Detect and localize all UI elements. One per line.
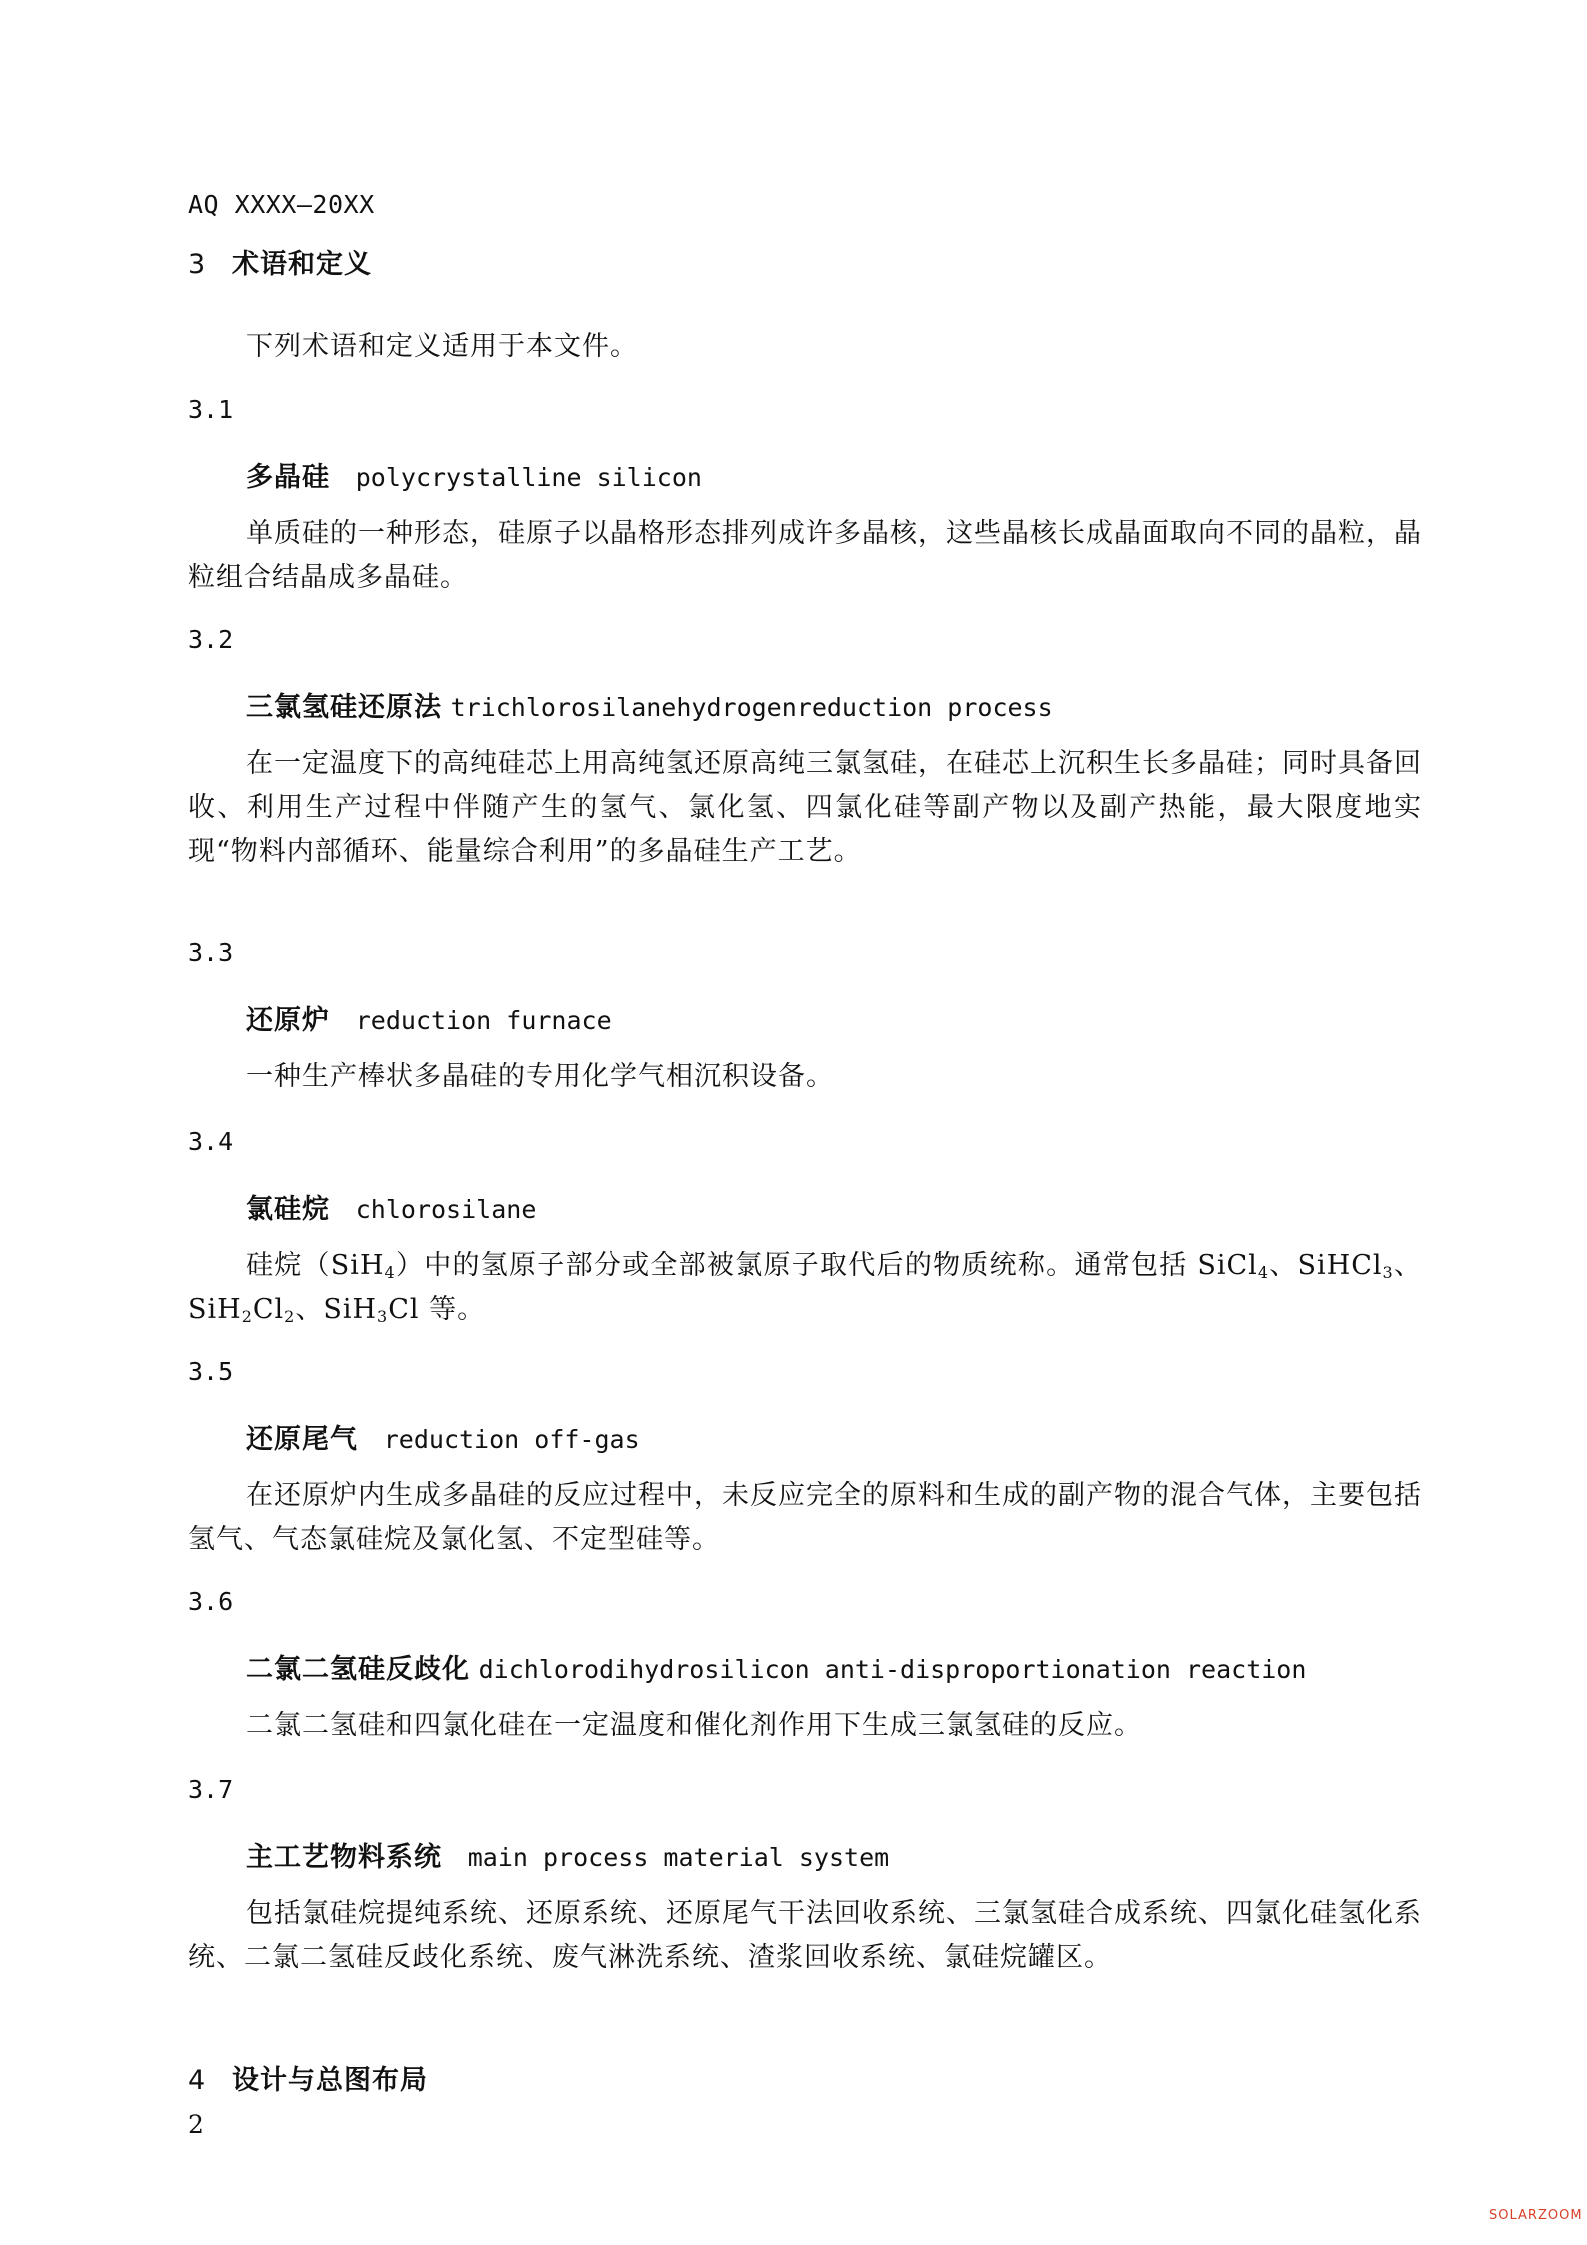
term-number: 3.4 xyxy=(188,1127,234,1156)
term-chinese: 氯硅烷 xyxy=(246,1194,330,1225)
term-english: trichlorosilanehydrogenreduction process xyxy=(450,693,1053,722)
section-title: 术语和定义 xyxy=(232,249,372,280)
section-3-heading xyxy=(188,242,372,281)
term-definition: 在一定温度下的高纯硅芯上用高纯氢还原高纯三氯氢硅，在硅芯上沉积生长多晶硅；同时具备回收、利用生产过程中伴随产生的氢气、氯化氢、四氯化硅等副产物以及副产热能，最大限度地实现“物料内部循环、能量综合利用”的多晶硅生产工艺。 xyxy=(188,748,1422,867)
term-heading xyxy=(246,1835,889,1874)
term-definition: 硅烷（SiH$_4$）中的氢原子部分或全部被氯原子取代后的物质统称。通常包括 SiCl$_4$、SiHCl$_3$、$SiH_2Cl_2$、SiH$_3$Cl 等。 xyxy=(188,1250,1422,1326)
term-number: 3.5 xyxy=(188,1357,234,1386)
term-chinese: 主工艺物料系统 xyxy=(246,1842,442,1873)
term-definition: 单质硅的一种形态，硅原子以晶格形态排列成许多晶核，这些晶核长成晶面取向不同的晶粒，晶粒组合结晶成多晶硅。 xyxy=(188,518,1422,593)
term-heading xyxy=(246,998,612,1037)
term-english: reduction furnace xyxy=(355,1006,612,1035)
section-4-heading xyxy=(188,2058,428,2097)
term-heading xyxy=(246,1187,536,1226)
term-number: 3.3 xyxy=(188,938,234,967)
term-heading xyxy=(246,685,1053,724)
term-english: main process material system xyxy=(467,1843,890,1872)
term-number: 3.6 xyxy=(188,1587,234,1616)
term-number: 3.1 xyxy=(188,395,234,424)
term-heading xyxy=(246,455,702,494)
section-number: 4 xyxy=(188,2065,207,2096)
term-chinese: 二氯二氢硅反歧化 xyxy=(246,1654,470,1685)
term-chinese: 还原炉 xyxy=(246,1005,330,1036)
term-chinese: 三氯氢硅还原法 xyxy=(246,692,442,723)
term-english: polycrystalline silicon xyxy=(355,463,702,492)
section-title: 设计与总图布局 xyxy=(232,2065,428,2096)
term-definition: 二氯二氢硅和四氯化硅在一定温度和催化剂作用下生成三氯氢硅的反应。 xyxy=(246,1710,1142,1741)
term-chinese: 还原尾气 xyxy=(246,1424,358,1455)
term-definition: 在还原炉内生成多晶硅的反应过程中，未反应完全的原料和生成的副产物的混合气体，主要包括氢气、气态氯硅烷及氯化氢、不定型硅等。 xyxy=(188,1480,1422,1555)
term-definition: 包括氯硅烷提纯系统、还原系统、还原尾气干法回收系统、三氯氢硅合成系统、四氯化硅氢化系统、二氯二氢硅反歧化系统、废气淋洗系统、渣浆回收系统、氯硅烷罐区。 xyxy=(188,1898,1422,1973)
page-number: 2 xyxy=(188,2110,204,2139)
section-number: 3 xyxy=(188,249,207,280)
term-heading xyxy=(246,1647,1306,1686)
intro-paragraph: 下列术语和定义适用于本文件。 xyxy=(246,331,638,362)
term-english: chlorosilane xyxy=(355,1195,537,1224)
term-chinese: 多晶硅 xyxy=(246,462,330,493)
term-number: 3.2 xyxy=(188,625,234,654)
term-number: 3.7 xyxy=(188,1775,234,1804)
term-english: dichlorodihydrosilicon anti-disproportionation reaction xyxy=(478,1655,1307,1684)
watermark-logo: SOLARZOOM xyxy=(1489,2208,1583,2223)
term-heading xyxy=(246,1417,640,1456)
term-definition: 一种生产棒状多晶硅的专用化学气相沉积设备。 xyxy=(246,1061,834,1092)
document-code: AQ XXXX—20XX xyxy=(188,190,375,219)
term-english: reduction off-gas xyxy=(383,1425,640,1454)
